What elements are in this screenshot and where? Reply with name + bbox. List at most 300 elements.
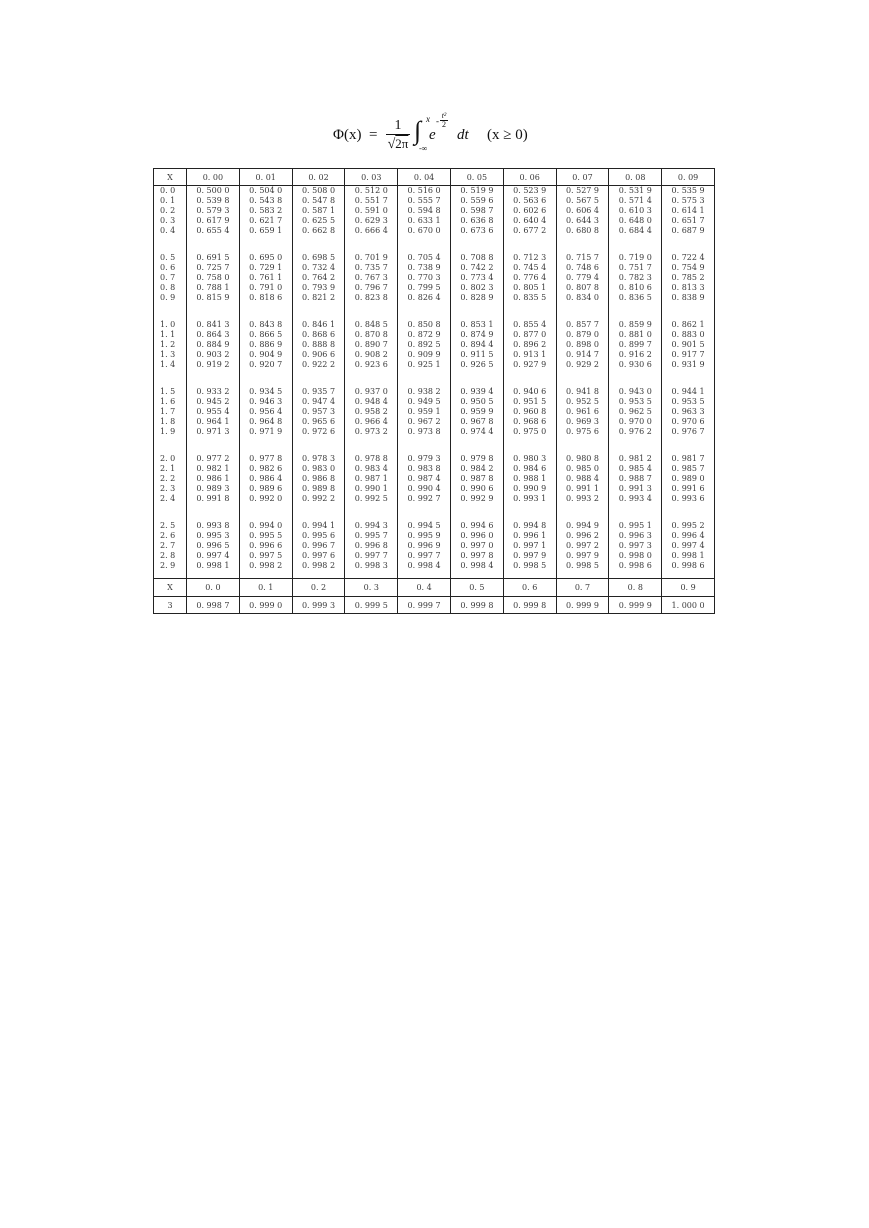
probability-value: 0. 919 2 <box>196 360 230 369</box>
spacer-cell <box>662 511 715 521</box>
spacer-cell <box>187 310 240 320</box>
x-value: 0. 1 <box>160 196 176 205</box>
probability-cell <box>292 253 345 310</box>
probability-value: 0. 698 5 <box>301 253 336 262</box>
spacer-cell <box>239 444 292 454</box>
probability-value: 0. 994 9 <box>565 521 600 530</box>
probability-value: 0. 983 0 <box>301 464 336 473</box>
probability-value: 0. 802 3 <box>460 283 494 292</box>
probability-value: 0. 990 4 <box>407 484 441 493</box>
footer-probability-value: 0. 999 9 <box>609 597 662 614</box>
probability-value: 0. 978 3 <box>301 454 336 463</box>
probability-cell <box>398 320 451 377</box>
probability-value: 0. 920 7 <box>249 360 283 369</box>
probability-value: 0. 975 6 <box>565 427 600 436</box>
probability-value: 0. 931 9 <box>671 360 705 369</box>
table-row-group <box>154 387 715 444</box>
spacer-cell <box>609 243 662 253</box>
x-value: 0. 4 <box>160 226 176 235</box>
x-value: 1. 4 <box>160 360 176 369</box>
probability-value: 0. 583 2 <box>249 206 283 215</box>
probability-value: 0. 742 2 <box>460 263 494 272</box>
probability-cell <box>239 186 292 244</box>
probability-value: 0. 848 5 <box>354 320 388 329</box>
probability-value: 0. 997 3 <box>618 541 652 550</box>
probability-value: 0. 823 8 <box>354 293 388 302</box>
probability-value: 0. 625 5 <box>301 216 336 225</box>
probability-value: 0. 930 6 <box>618 360 652 369</box>
probability-value: 0. 992 5 <box>354 494 388 503</box>
probability-value: 0. 959 1 <box>407 407 441 416</box>
probability-value: 0. 992 2 <box>301 494 336 503</box>
probability-value: 0. 989 3 <box>196 484 230 493</box>
probability-value: 0. 953 5 <box>671 397 705 406</box>
probability-value: 0. 911 5 <box>460 350 494 359</box>
x-value: 0. 0 <box>160 186 176 195</box>
spacer-cell <box>450 377 503 387</box>
probability-value: 0. 961 6 <box>565 407 600 416</box>
probability-value: 0. 969 3 <box>565 417 600 426</box>
spacer-cell <box>239 243 292 253</box>
footer-probability-value: 0. 999 8 <box>450 597 503 614</box>
probability-cell <box>292 186 345 244</box>
probability-value: 0. 994 0 <box>249 521 283 530</box>
probability-cell <box>662 186 715 244</box>
probability-cell <box>187 186 240 244</box>
spacer-cell <box>503 243 556 253</box>
probability-value: 0. 997 9 <box>565 551 600 560</box>
group-spacer <box>154 444 715 454</box>
probability-cell <box>609 454 662 511</box>
probability-value: 0. 899 7 <box>618 340 652 349</box>
probability-cell <box>662 521 715 579</box>
probability-value: 0. 997 6 <box>301 551 336 560</box>
x-value: 0. 8 <box>160 283 176 292</box>
probability-value: 0. 989 8 <box>301 484 336 493</box>
spacer-cell <box>662 243 715 253</box>
probability-cell <box>398 454 451 511</box>
probability-value: 0. 997 1 <box>513 541 547 550</box>
probability-value: 0. 989 6 <box>249 484 283 493</box>
probability-value: 0. 956 4 <box>249 407 283 416</box>
probability-cell <box>450 521 503 579</box>
probability-value: 0. 994 6 <box>460 521 494 530</box>
probability-cell <box>609 387 662 444</box>
probability-value: 0. 996 1 <box>513 531 547 540</box>
probability-value: 0. 606 4 <box>565 206 600 215</box>
probability-value: 0. 594 8 <box>407 206 441 215</box>
spacer-cell <box>187 377 240 387</box>
probability-value: 0. 996 9 <box>407 541 441 550</box>
spacer-cell <box>345 377 398 387</box>
footer-probability-value: 1. 000 0 <box>662 597 715 614</box>
probability-value: 0. 836 5 <box>618 293 652 302</box>
probability-value: 0. 793 9 <box>301 283 336 292</box>
x-value: 2. 9 <box>160 561 176 570</box>
probability-value: 0. 799 5 <box>407 283 441 292</box>
probability-value: 0. 636 8 <box>460 216 494 225</box>
integral-sign: ∫ <box>414 116 422 145</box>
column-header: 0. 09 <box>662 169 715 186</box>
probability-value: 0. 988 4 <box>565 474 600 483</box>
footer-probability-value: 0. 998 7 <box>187 597 240 614</box>
x-value: 1. 6 <box>160 397 176 406</box>
probability-value: 0. 864 3 <box>196 330 230 339</box>
probability-value: 0. 975 0 <box>513 427 547 436</box>
probability-value: 0. 997 0 <box>460 541 494 550</box>
group-spacer <box>154 377 715 387</box>
probability-value: 0. 994 8 <box>513 521 547 530</box>
probability-value: 0. 998 1 <box>671 551 705 560</box>
probability-value: 0. 939 4 <box>460 387 494 396</box>
probability-value: 0. 995 9 <box>407 531 441 540</box>
probability-value: 0. 973 8 <box>407 427 441 436</box>
probability-value: 0. 896 2 <box>513 340 547 349</box>
probability-value: 0. 977 2 <box>196 454 230 463</box>
probability-value: 0. 684 4 <box>618 226 652 235</box>
probability-value: 0. 997 4 <box>671 541 705 550</box>
probability-value: 0. 965 6 <box>301 417 336 426</box>
probability-value: 0. 980 3 <box>513 454 547 463</box>
probability-value: 0. 872 9 <box>407 330 441 339</box>
table-row-group <box>154 454 715 511</box>
probability-value: 0. 531 9 <box>618 186 652 195</box>
x-value-cell <box>154 320 187 377</box>
exponential-base: e <box>429 127 436 143</box>
probability-value: 0. 914 7 <box>565 350 600 359</box>
probability-value: 0. 935 7 <box>301 387 336 396</box>
differential: dt <box>457 127 469 143</box>
probability-value: 0. 997 5 <box>249 551 283 560</box>
formula-lhs: Φ(x) <box>333 127 362 143</box>
probability-cell <box>662 320 715 377</box>
exponent-denominator: 2 <box>442 120 446 129</box>
probability-value: 0. 923 6 <box>354 360 388 369</box>
probability-value: 0. 987 4 <box>407 474 441 483</box>
probability-value: 0. 938 2 <box>407 387 441 396</box>
probability-value: 0. 782 3 <box>618 273 652 282</box>
probability-value: 0. 773 4 <box>460 273 494 282</box>
probability-value: 0. 879 0 <box>565 330 600 339</box>
footer-probability-value: 0. 999 3 <box>292 597 345 614</box>
x-value: 1. 0 <box>160 320 176 329</box>
probability-value: 0. 986 8 <box>301 474 336 483</box>
probability-value: 0. 990 6 <box>460 484 494 493</box>
probability-value: 0. 993 6 <box>671 494 705 503</box>
probability-cell <box>239 521 292 579</box>
probability-cell <box>187 320 240 377</box>
probability-cell <box>187 253 240 310</box>
probability-value: 0. 648 0 <box>618 216 652 225</box>
probability-value: 0. 998 5 <box>513 561 547 570</box>
probability-cell <box>239 454 292 511</box>
probability-value: 0. 614 1 <box>671 206 705 215</box>
x-value: 1. 8 <box>160 417 176 426</box>
probability-value: 0. 996 4 <box>671 531 705 540</box>
probability-value: 0. 984 6 <box>513 464 547 473</box>
fraction-denominator <box>386 136 410 152</box>
x-value: 0. 5 <box>160 253 176 262</box>
probability-value: 0. 960 8 <box>513 407 547 416</box>
probability-value: 0. 843 8 <box>249 320 283 329</box>
probability-value: 0. 680 8 <box>565 226 600 235</box>
probability-value: 0. 543 8 <box>249 196 283 205</box>
x-value: 1. 7 <box>160 407 176 416</box>
x-value-cell <box>154 186 187 244</box>
header-x-label: X <box>154 169 187 186</box>
probability-value: 0. 862 1 <box>671 320 705 329</box>
probability-cell <box>503 186 556 244</box>
probability-value: 0. 976 2 <box>618 427 652 436</box>
probability-value: 0. 563 6 <box>513 196 547 205</box>
probability-value: 0. 805 1 <box>513 283 547 292</box>
probability-value: 0. 964 8 <box>249 417 283 426</box>
x-value: 0. 3 <box>160 216 176 225</box>
spacer-cell <box>292 444 345 454</box>
x-value: 2. 0 <box>160 454 176 463</box>
probability-value: 0. 998 1 <box>196 561 230 570</box>
probability-value: 0. 997 8 <box>460 551 494 560</box>
probability-value: 0. 500 0 <box>196 186 230 195</box>
probability-value: 0. 677 2 <box>513 226 547 235</box>
probability-value: 0. 996 5 <box>196 541 230 550</box>
probability-value: 0. 949 5 <box>407 397 441 406</box>
footer-x-label: X <box>154 579 187 597</box>
probability-value: 0. 855 4 <box>513 320 547 329</box>
spacer-cell <box>450 444 503 454</box>
footer-column-header: 0. 7 <box>556 579 609 597</box>
probability-cell <box>662 387 715 444</box>
probability-value: 0. 640 4 <box>513 216 547 225</box>
probability-value: 0. 988 1 <box>513 474 547 483</box>
probability-value: 0. 826 4 <box>407 293 441 302</box>
probability-value: 0. 944 1 <box>671 387 705 396</box>
probability-value: 0. 890 7 <box>354 340 388 349</box>
probability-cell <box>609 521 662 579</box>
probability-cell <box>503 454 556 511</box>
probability-cell <box>450 186 503 244</box>
probability-cell <box>556 454 609 511</box>
probability-value: 0. 655 4 <box>196 226 230 235</box>
probability-value: 0. 941 8 <box>565 387 600 396</box>
probability-value: 0. 997 7 <box>407 551 441 560</box>
spacer-cell <box>345 310 398 320</box>
probability-value: 0. 984 2 <box>460 464 494 473</box>
exponent-fraction <box>440 112 448 129</box>
probability-value: 0. 992 7 <box>407 494 441 503</box>
probability-value: 0. 715 7 <box>565 253 600 262</box>
probability-value: 0. 963 3 <box>671 407 705 416</box>
probability-value: 0. 857 7 <box>565 320 600 329</box>
column-header: 0. 07 <box>556 169 609 186</box>
column-header: 0. 05 <box>450 169 503 186</box>
probability-value: 0. 870 8 <box>354 330 388 339</box>
probability-value: 0. 971 3 <box>196 427 230 436</box>
probability-value: 0. 729 1 <box>249 263 283 272</box>
x-value: 1. 5 <box>160 387 176 396</box>
probability-value: 0. 991 1 <box>565 484 600 493</box>
probability-value: 0. 979 3 <box>407 454 441 463</box>
probability-cell <box>345 521 398 579</box>
probability-value: 0. 971 9 <box>249 427 283 436</box>
probability-cell <box>503 253 556 310</box>
probability-value: 0. 985 7 <box>671 464 705 473</box>
probability-value: 0. 815 9 <box>196 293 230 302</box>
footer-column-header: 0. 2 <box>292 579 345 597</box>
spacer-cell <box>187 243 240 253</box>
probability-value: 0. 994 3 <box>354 521 388 530</box>
probability-value: 0. 945 2 <box>196 397 230 406</box>
probability-value: 0. 838 9 <box>671 293 705 302</box>
probability-cell <box>398 387 451 444</box>
probability-cell <box>187 521 240 579</box>
x-value: 2. 6 <box>160 531 176 540</box>
probability-value: 0. 621 7 <box>249 216 283 225</box>
spacer-cell <box>187 511 240 521</box>
footer-probability-value: 0. 999 8 <box>503 597 556 614</box>
probability-value: 0. 662 8 <box>301 226 336 235</box>
probability-cell <box>239 320 292 377</box>
probability-value: 0. 987 1 <box>354 474 388 483</box>
x-value-cell <box>154 521 187 579</box>
probability-value: 0. 922 2 <box>301 360 336 369</box>
probability-value: 0. 828 9 <box>460 293 494 302</box>
probability-value: 0. 866 5 <box>249 330 283 339</box>
probability-value: 0. 610 3 <box>618 206 652 215</box>
probability-value: 0. 735 7 <box>354 263 388 272</box>
probability-value: 0. 738 9 <box>407 263 441 272</box>
fraction-numerator: 1 <box>394 118 402 133</box>
probability-value: 0. 967 8 <box>460 417 494 426</box>
probability-value: 0. 908 2 <box>354 350 388 359</box>
probability-cell <box>292 320 345 377</box>
probability-value: 0. 874 9 <box>460 330 494 339</box>
spacer-cell <box>292 310 345 320</box>
exponent-minus: - <box>436 116 439 126</box>
column-header: 0. 08 <box>609 169 662 186</box>
probability-value: 0. 504 0 <box>249 186 283 195</box>
probability-value: 0. 951 5 <box>513 397 547 406</box>
probability-value: 0. 993 2 <box>565 494 600 503</box>
probability-value: 0. 994 1 <box>301 521 336 530</box>
spacer-cell <box>556 243 609 253</box>
probability-value: 0. 881 0 <box>618 330 652 339</box>
probability-cell <box>503 521 556 579</box>
probability-value: 0. 913 1 <box>513 350 547 359</box>
normal-distribution-table <box>153 168 715 614</box>
probability-value: 0. 978 8 <box>354 454 388 463</box>
probability-cell <box>239 253 292 310</box>
integral-lower-limit: -∞ <box>419 144 428 153</box>
spacer-cell <box>503 377 556 387</box>
probability-value: 0. 691 5 <box>196 253 230 262</box>
spacer-cell <box>450 511 503 521</box>
spacer-cell <box>503 511 556 521</box>
probability-value: 0. 998 2 <box>249 561 283 570</box>
probability-value: 0. 991 3 <box>618 484 652 493</box>
cdf-formula <box>333 112 543 160</box>
spacer-cell <box>662 377 715 387</box>
probability-value: 0. 670 0 <box>407 226 441 235</box>
footer-column-header: 0. 4 <box>398 579 451 597</box>
probability-cell <box>292 387 345 444</box>
x-value: 2. 5 <box>160 521 176 530</box>
footer-column-header: 0. 9 <box>662 579 715 597</box>
probability-value: 0. 972 6 <box>301 427 336 436</box>
footer-column-header: 0. 6 <box>503 579 556 597</box>
probability-value: 0. 994 5 <box>407 521 441 530</box>
probability-value: 0. 644 3 <box>565 216 600 225</box>
spacer-cell <box>154 511 187 521</box>
probability-cell <box>662 454 715 511</box>
probability-value: 0. 725 7 <box>196 263 230 272</box>
probability-value: 0. 888 8 <box>301 340 336 349</box>
probability-value: 0. 973 2 <box>354 427 388 436</box>
probability-value: 0. 991 6 <box>671 484 705 493</box>
probability-value: 0. 853 1 <box>460 320 494 329</box>
probability-value: 0. 508 0 <box>301 186 336 195</box>
probability-value: 0. 894 4 <box>460 340 494 349</box>
probability-value: 0. 868 6 <box>301 330 336 339</box>
x-value: 0. 2 <box>160 206 176 215</box>
probability-value: 0. 996 8 <box>354 541 388 550</box>
probability-value: 0. 587 1 <box>301 206 336 215</box>
spacer-cell <box>503 444 556 454</box>
probability-value: 0. 998 4 <box>460 561 494 570</box>
x-value: 2. 8 <box>160 551 176 560</box>
probability-value: 0. 629 3 <box>354 216 388 225</box>
spacer-cell <box>556 377 609 387</box>
probability-value: 0. 523 9 <box>513 186 547 195</box>
column-header: 0. 04 <box>398 169 451 186</box>
footer-probability-value: 0. 999 7 <box>398 597 451 614</box>
probability-value: 0. 767 3 <box>354 273 388 282</box>
probability-value: 0. 995 5 <box>249 531 283 540</box>
probability-value: 0. 705 4 <box>407 253 441 262</box>
probability-value: 0. 934 5 <box>249 387 283 396</box>
x-value-cell <box>154 454 187 511</box>
spacer-cell <box>239 511 292 521</box>
probability-value: 0. 962 5 <box>618 407 652 416</box>
probability-value: 0. 950 5 <box>460 397 494 406</box>
probability-value: 0. 940 6 <box>513 387 547 396</box>
spacer-cell <box>187 444 240 454</box>
probability-value: 0. 970 0 <box>618 417 652 426</box>
probability-value: 0. 927 9 <box>513 360 547 369</box>
probability-value: 0. 791 0 <box>249 283 283 292</box>
probability-value: 0. 712 3 <box>513 253 547 262</box>
probability-value: 0. 813 3 <box>671 283 705 292</box>
probability-cell <box>345 454 398 511</box>
probability-cell <box>556 387 609 444</box>
formula-condition: (x ≥ 0) <box>487 127 528 143</box>
spacer-cell <box>292 511 345 521</box>
probability-cell <box>503 387 556 444</box>
spacer-cell <box>556 511 609 521</box>
group-spacer <box>154 511 715 521</box>
probability-value: 0. 995 2 <box>671 521 705 530</box>
probability-value: 0. 901 5 <box>671 340 705 349</box>
probability-value: 0. 996 2 <box>565 531 600 540</box>
probability-value: 0. 996 3 <box>618 531 652 540</box>
probability-value: 0. 559 6 <box>460 196 494 205</box>
probability-value: 0. 904 9 <box>249 350 283 359</box>
spacer-cell <box>450 310 503 320</box>
probability-value: 0. 886 9 <box>249 340 283 349</box>
column-header: 0. 03 <box>345 169 398 186</box>
probability-value: 0. 539 8 <box>196 196 230 205</box>
probability-value: 0. 796 7 <box>354 283 388 292</box>
